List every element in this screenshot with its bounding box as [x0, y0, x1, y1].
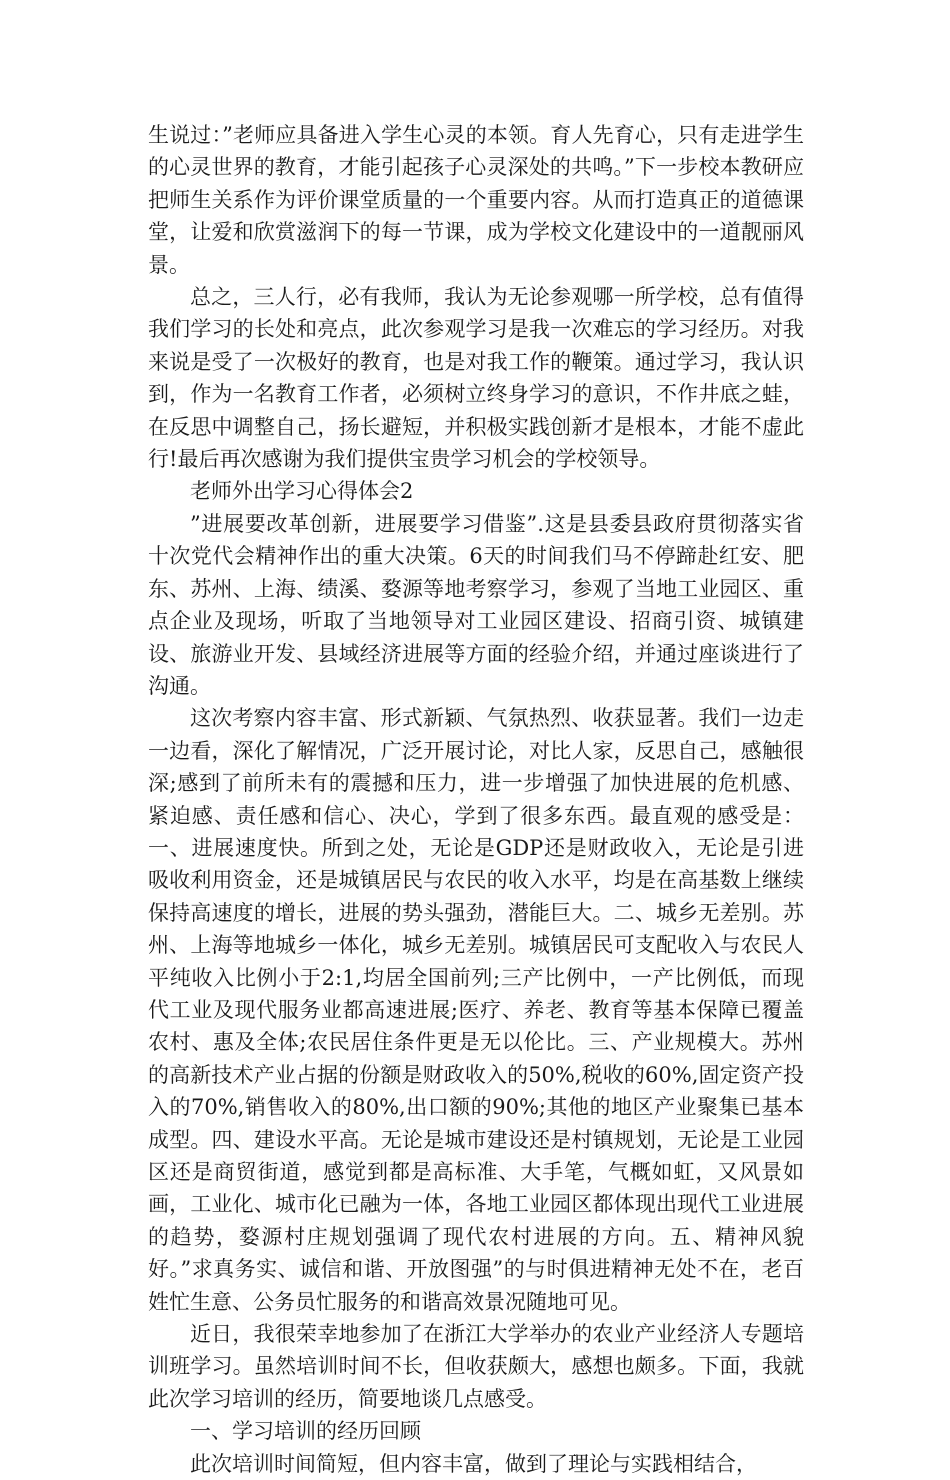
paragraph-observations: 这次考察内容丰富、形式新颖、气氛热烈、收获显著。我们一边走一边看，深化了解情况，广泛开展讨论，对比人家，反思自己，感触很深;感到了前所未有的震撼和压力，进一步增强了加快进展的危机感、紧迫感、责任感和信心、决心，学到了很多东西。最直观的感受是：一、进展速度快。所到之处，无论是GDP还是财政收入，无论是引进吸收利用资金，还是城镇居民与农民的收入水平，均是在高基数上继续保持高速度的增长，进展的势头强劲，潜能巨大。二、城乡无差别。苏州、上海等地城乡一体化，城乡无差别。城镇居民可支配收入与农民人平纯收入比例小于2:1,均居全国前列;三产比例中，一产比例低，而现代工业及现代服务业都高速进展;医疗、养老、教育等基本保障已覆盖农村、惠及全体;农民居住条件更是无以伦比。三、产业规模大。苏州的高新技术产业占据的份额是财政收入的50%,税收的60%,固定资产投入的70%,销售收入的80%,出口额的90%;其他的地区产业聚集已基本成型。四、建设水平高。无论是城市建设还是村镇规划，无论是工业园区还是商贸街道，感觉到都是高标准、大手笔，气概如虹，又风景如画，工业化、城市化已融为一体，各地工业园区都体现出现代工业进展的趋势，婺源村庄规划强调了现代农村进展的方向。五、精神风貌好。”求真务实、诚信和谐、开放图强”的与时俱进精神无处不在，老百姓忙生意、公务员忙服务的和谐高效景况随地可见。	[148, 706, 804, 1314]
paragraph-training-review: 此次培训时间简短，但内容丰富，做到了理论与实践相结合，	[190, 1451, 757, 1476]
paragraph-training-intro: 近日，我很荣幸地参加了在浙江大学举办的农业产业经济人专题培训班学习。虽然培训时间不长，但收获颇大，感想也颇多。下面，我就此次学习培训的经历，简要地谈几点感受。	[148, 1322, 804, 1411]
document-body	[148, 119, 804, 1480]
section-heading: 老师外出学习心得体会2	[190, 479, 414, 504]
paragraph-continued: 生说过：”老师应具备进入学生心灵的本领。育人先育心，只有走进学生的心灵世界的教育，才能引起孩子心灵深处的共鸣。”下一步校本教研应把师生关系作为评价课堂质量的一个重要内容。从而打造真正的道德课堂，让爱和欣赏滋润下的每一节课，成为学校文化建设中的一道靓丽风景。	[148, 123, 804, 277]
paragraph-conclusion: 总之，三人行，必有我师，我认为无论参观哪一所学校，总有值得我们学习的长处和亮点，此次参观学习是我一次难忘的学习经历。对我来说是受了一次极好的教育，也是对我工作的鞭策。通过学习，我认识到，作为一名教育工作者，必须树立终身学习的意识，不作井底之蛙，在反思中调整自己，扬长避短，并积极实践创新才是根本，才能不虚此行!最后再次感谢为我们提供宝贵学习机会的学校领导。	[148, 285, 804, 472]
subsection-heading: 一、学习培训的经历回顾	[190, 1419, 421, 1444]
paragraph-intro: ”进展要改革创新，进展要学习借鉴”.这是县委县政府贯彻落实省十次党代会精神作出的重大决策。6天的时间我们马不停蹄赴红安、肥东、苏州、上海、绩溪、婺源等地考察学习，参观了当地工业园区、重点企业及现场，听取了当地领导对工业园区建设、招商引资、城镇建设、旅游业开发、县域经济进展等方面的经验介绍，并通过座谈进行了沟通。	[148, 511, 804, 698]
